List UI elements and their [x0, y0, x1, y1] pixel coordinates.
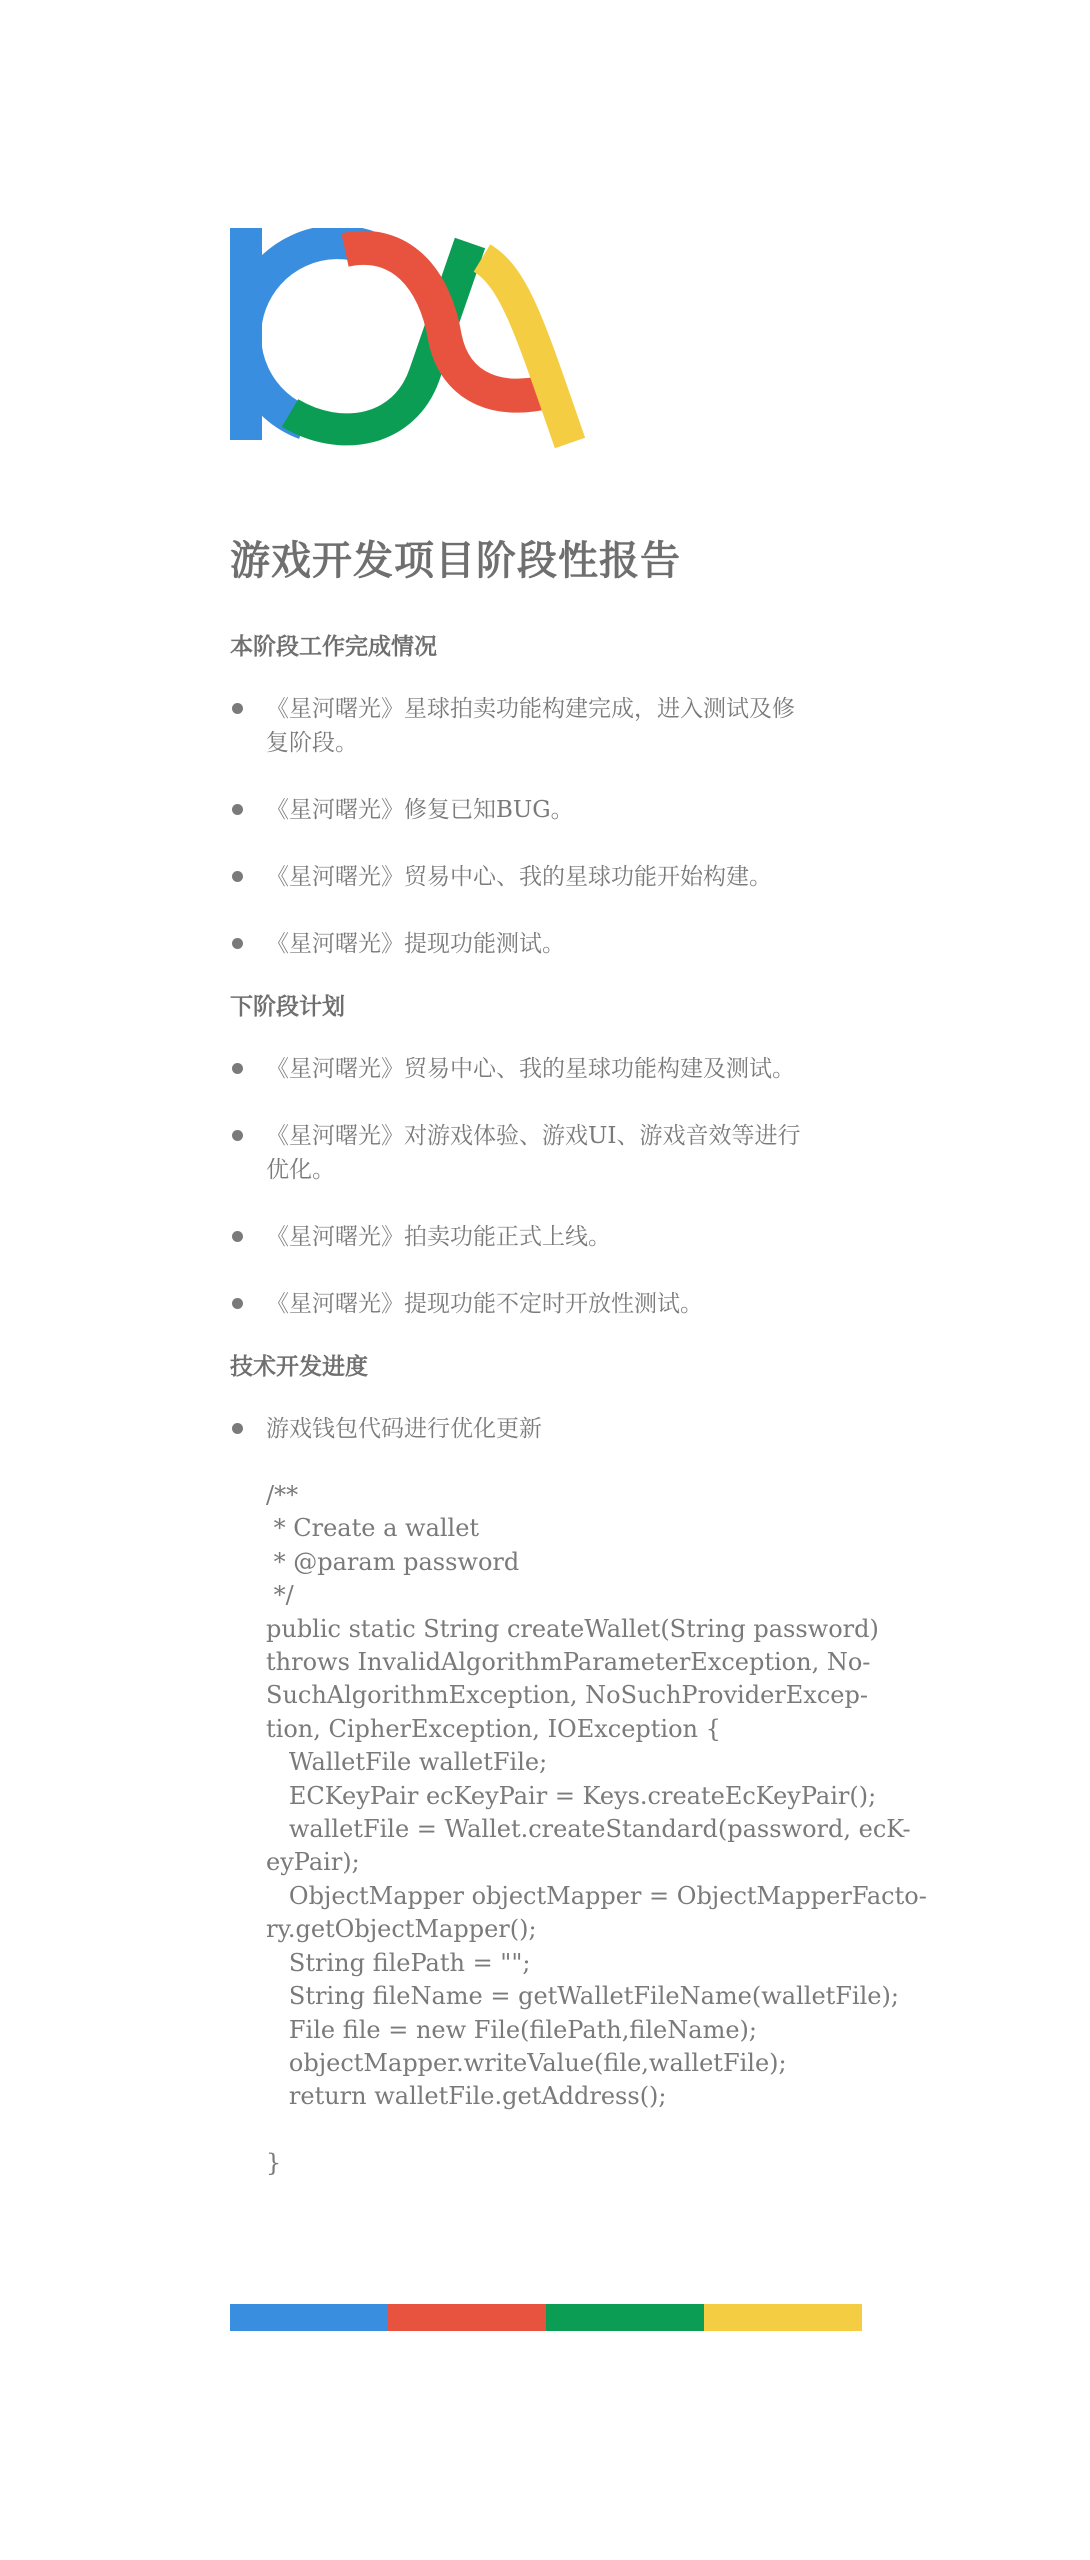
list-item: 《星河曙光》修复已知BUG。 [230, 793, 900, 827]
color-bar-red [388, 2304, 546, 2331]
footer-color-bar [230, 2304, 862, 2331]
code-snippet: /** * Create a wallet * @param password */ public static String createWallet(String password) throws InvalidAlgorithmParameterException, No- SuchAlgorithmException, NoSuchProviderExcep- tion, CipherException, IOException { WalletFile walletFile; ECKeyPair ecKeyPair = Keys.createEcKeyPair(); walletFile = Wallet.createStandard(password, ecK- eyPair); ObjectMapper objectMapper = ObjectMapperFacto- ry.getObjectMapper(); String filePath = ""; String fileName = getWalletFileName(walletFile); File file = new File(filePath,fileName); objectMapper.writeValue(file,walletFile); return walletFile.getAddress(); } [266, 1481, 927, 2178]
color-bar-yellow [704, 2304, 862, 2331]
list-item: 《星河曙光》星球拍卖功能构建完成，进入测试及修 复阶段。 [230, 692, 900, 760]
section-heading-next-plan: 下阶段计划 [230, 994, 345, 1020]
list-item: 《星河曙光》对游戏体验、游戏UI、游戏音效等进行 优化。 [230, 1119, 900, 1187]
bullet-icon [232, 703, 243, 714]
bullet-icon [232, 1423, 243, 1434]
bullet-icon [232, 804, 243, 815]
bullet-icon [232, 1063, 243, 1074]
list-item: 《星河曙光》拍卖功能正式上线。 [230, 1220, 900, 1254]
section-heading-completed: 本阶段工作完成情况 [230, 634, 437, 660]
bullet-icon [232, 1130, 243, 1141]
list-item: 《星河曙光》贸易中心、我的星球功能开始构建。 [230, 860, 900, 894]
bullet-icon [232, 871, 243, 882]
next-plan-list [230, 1052, 900, 1321]
color-bar-green [546, 2304, 704, 2331]
bullet-icon [232, 1298, 243, 1309]
logo-inner-hole [274, 276, 402, 404]
bullet-icon [232, 938, 243, 949]
list-item: 游戏钱包代码进行优化更新 [230, 1412, 900, 1446]
logo-yellow-stroke [482, 258, 570, 443]
section-heading-tech-progress: 技术开发进度 [230, 1354, 368, 1380]
report-content [230, 630, 927, 2181]
completed-work-list [230, 692, 900, 961]
color-bar-blue [230, 2304, 388, 2331]
tech-progress-list [230, 1412, 900, 1446]
list-item: 《星河曙光》贸易中心、我的星球功能构建及测试。 [230, 1052, 900, 1086]
list-item: 《星河曙光》提现功能测试。 [230, 927, 900, 961]
company-logo [230, 228, 590, 453]
bullet-icon [232, 1231, 243, 1242]
list-item: 《星河曙光》提现功能不定时开放性测试。 [230, 1287, 900, 1321]
page-title: 游戏开发项目阶段性报告 [230, 538, 681, 584]
